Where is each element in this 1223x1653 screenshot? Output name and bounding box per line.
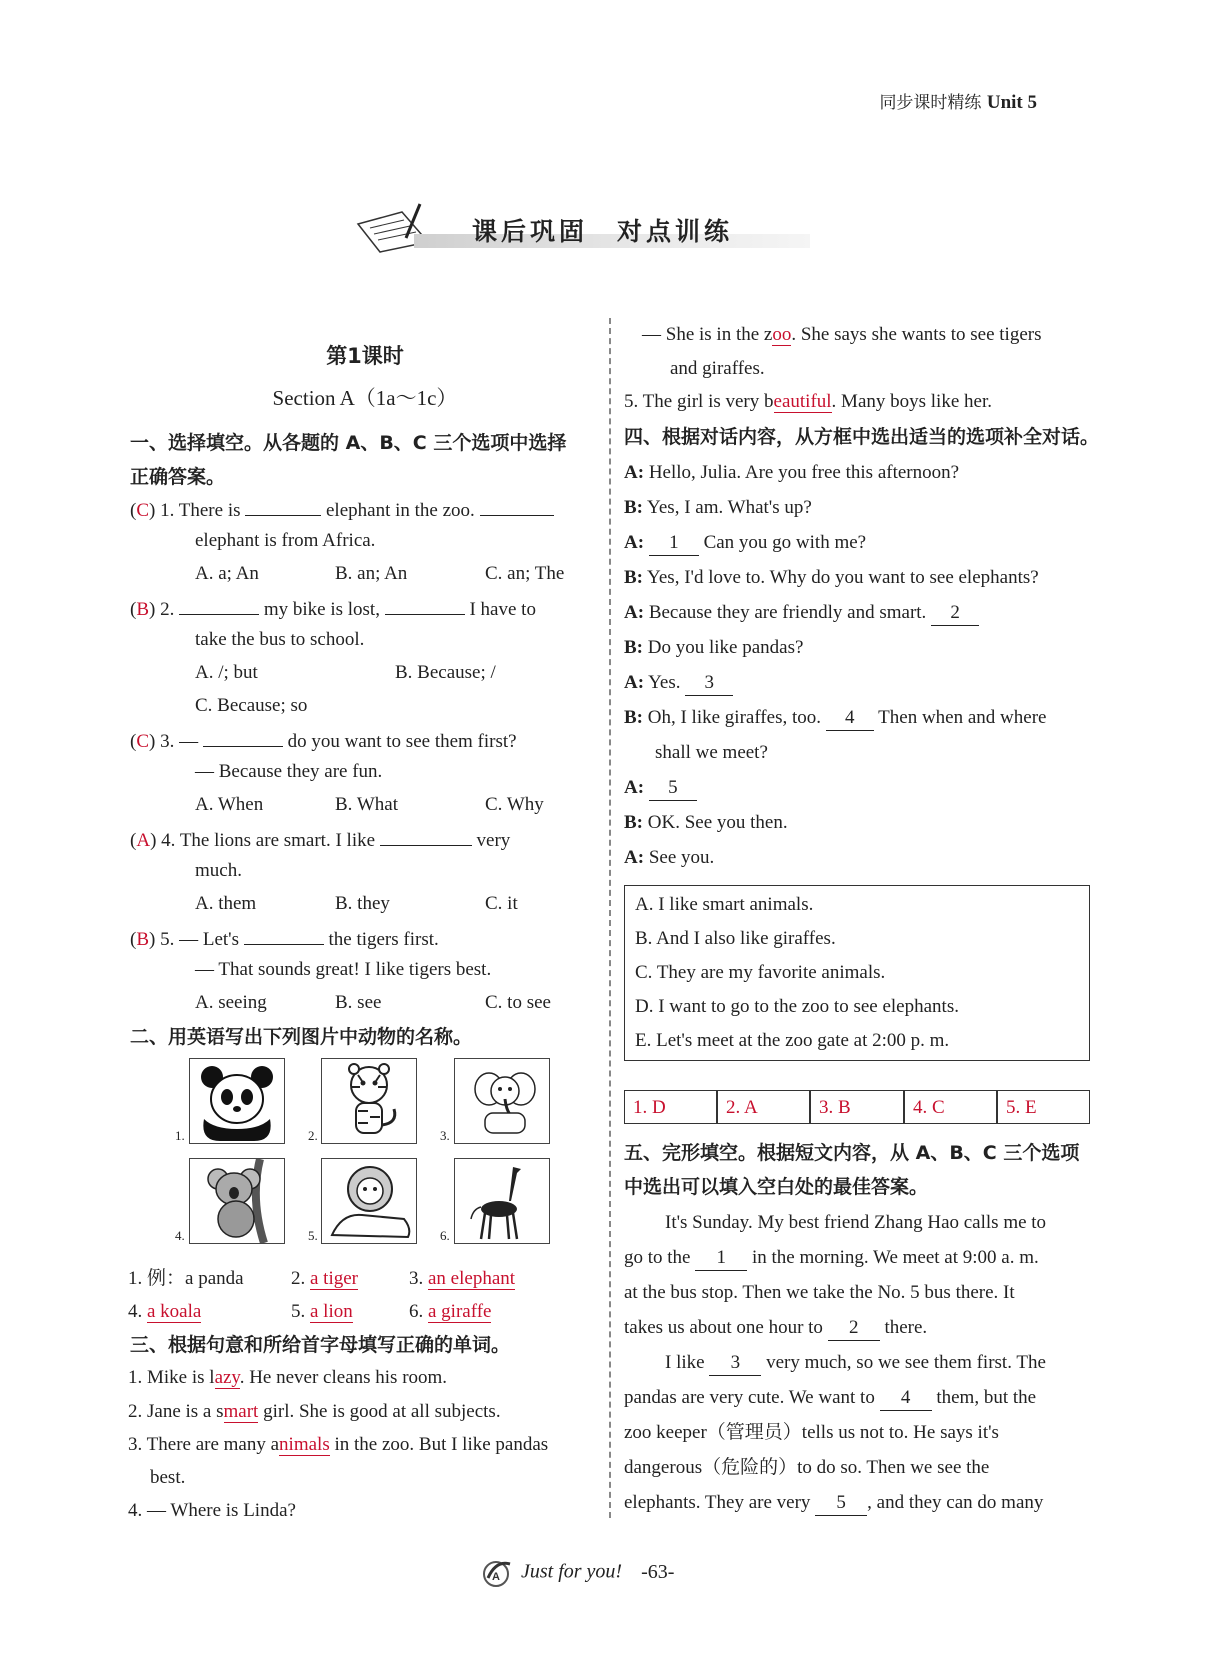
- footer-slogan: Just for you!: [521, 1560, 623, 1583]
- image-number: 2.: [308, 1128, 318, 1143]
- passage-line: takes us about one hour to 2 there.: [624, 1311, 927, 1344]
- s4-line3: and giraffes.: [670, 358, 765, 379]
- svg-text:A: A: [492, 1571, 500, 1583]
- answer-blank[interactable]: [385, 590, 465, 615]
- dialog-line-4: B: Yes, I'd love to. Why do you want to see elephants?: [624, 567, 1039, 588]
- tiger-image: [321, 1058, 417, 1144]
- lesson-title: 第1课时: [326, 344, 404, 368]
- giraffe-image: [454, 1158, 550, 1244]
- page-number: -63-: [641, 1560, 675, 1583]
- option-item: A. I like smart animals.: [635, 894, 814, 915]
- dialog-blank[interactable]: 1: [649, 531, 699, 556]
- answer-cell: 4. C: [904, 1090, 997, 1124]
- footer: [480, 1558, 674, 1588]
- option-item: D. I want to go to the zoo to see elephants.: [635, 996, 959, 1017]
- passage-line: elephants. They are very 5 , and they can do many: [624, 1486, 1043, 1519]
- pen-paper-icon: [350, 198, 440, 258]
- q4-line2: much.: [195, 860, 242, 881]
- q5-line2: — That sounds great! I like tigers best.: [195, 959, 492, 980]
- giraffe-icon: [455, 1159, 549, 1243]
- dialog-blank[interactable]: 5: [649, 776, 697, 801]
- dialog-line-3: A: 1 Can you go with me?: [624, 526, 866, 559]
- q3-options: A. When B. What C. Why: [195, 794, 544, 815]
- part1-heading: 一、选择填空。从各题的 A、B、C 三个选项中选择 正确答案。: [130, 432, 567, 488]
- lesson-section: Section A（1a～1c）: [272, 386, 458, 410]
- s4-line2: — She is in the zoo. She says she wants to see tigers: [642, 324, 1042, 345]
- cloze-blank[interactable]: 5: [815, 1491, 867, 1516]
- unit-label: Unit 5: [986, 92, 1037, 113]
- banner-title: 课后巩固 对点训练: [472, 217, 734, 246]
- answer-cell: 5. E: [997, 1090, 1090, 1124]
- s5: 5. The girl is very beautiful. Many boys like her.: [624, 391, 992, 412]
- logo-icon: [480, 1558, 516, 1588]
- q2-options: A. /; but B. Because; /: [195, 662, 496, 683]
- q4: (A) 4. The lions are smart. I like very: [130, 821, 510, 857]
- image-number: 4.: [175, 1228, 185, 1243]
- dialog-line-6: B: Do you like pandas?: [624, 637, 804, 658]
- option-item: C. They are my favorite animals.: [635, 962, 886, 983]
- column-divider: [609, 318, 611, 1518]
- option-item: B. And I also like giraffes.: [635, 928, 836, 949]
- passage-line: I like 3 very much, so we see them first. The: [665, 1346, 1046, 1379]
- dialog-line-7: A: Yes. 3: [624, 666, 733, 699]
- q4-options: A. them B. they C. it: [195, 893, 518, 914]
- s3-line2: best.: [150, 1467, 186, 1488]
- passage-line: go to the 1 in the morning. We meet at 9:00 a. m.: [624, 1241, 1039, 1274]
- s4: 4. — Where is Linda?: [128, 1500, 296, 1521]
- cloze-blank[interactable]: 2: [828, 1316, 880, 1341]
- passage-line: zoo keeper（管理员）tells us not to. He says it's: [624, 1422, 999, 1443]
- dialog-line-5: A: Because they are friendly and smart. 2: [624, 596, 979, 629]
- elephant-image: [454, 1058, 550, 1144]
- panda-icon: [190, 1059, 284, 1143]
- dialog-blank[interactable]: 4: [826, 706, 874, 731]
- panda-image: [189, 1058, 285, 1144]
- s2: 2. Jane is a smart girl. She is good at all subjects.: [128, 1401, 501, 1422]
- q3: (C) 3. — do you want to see them first?: [130, 722, 517, 758]
- q2-option-c: C. Because; so: [195, 695, 308, 716]
- dialog-line-8b: shall we meet?: [655, 742, 768, 763]
- part2-answers-row2: 4. a koala 5. a lion 6. a giraffe: [128, 1301, 492, 1322]
- dialog-line-8: B: Oh, I like giraffes, too. 4 Then when and where: [624, 701, 1046, 734]
- part2-answers-row1: 1. 例：a panda 2. a tiger 3. an elephant: [128, 1268, 516, 1289]
- answer-blank[interactable]: [380, 821, 472, 846]
- q1-options: A. a; An B. an; An C. an; The: [195, 563, 565, 584]
- q3-line2: — Because they are fun.: [195, 761, 383, 782]
- elephant-icon: [455, 1059, 549, 1143]
- q2-line2: take the bus to school.: [195, 629, 365, 650]
- answer-cell: 2. A: [717, 1090, 810, 1124]
- cloze-blank[interactable]: 1: [695, 1246, 747, 1271]
- lion-icon: [322, 1159, 416, 1243]
- answer-cell: 3. B: [810, 1090, 904, 1124]
- answer-blank[interactable]: [179, 590, 259, 615]
- passage-line: pandas are very cute. We want to 4 them, but the: [624, 1381, 1036, 1414]
- dialog-blank[interactable]: 2: [931, 601, 979, 626]
- answer-blank[interactable]: [203, 722, 283, 747]
- answer-blank[interactable]: [244, 920, 324, 945]
- image-number: 1.: [175, 1128, 185, 1143]
- q1-line2: elephant is from Africa.: [195, 530, 376, 551]
- image-number: 6.: [440, 1228, 450, 1243]
- dialog-line-11: A: See you.: [624, 847, 715, 868]
- options-box: [624, 885, 1090, 1061]
- cloze-blank[interactable]: 3: [709, 1351, 761, 1376]
- lion-image: [321, 1158, 417, 1244]
- passage-line: dangerous（危险的）to do so. Then we see the: [624, 1457, 990, 1478]
- passage-line: at the bus stop. Then we take the No. 5 bus there. It: [624, 1282, 1015, 1303]
- q2: (B) 2. my bike is lost, I have to: [130, 590, 536, 626]
- tiger-icon: [322, 1059, 416, 1143]
- dialog-line-1: A: Hello, Julia. Are you free this afternoon?: [624, 462, 960, 483]
- answer-blank[interactable]: [480, 491, 554, 516]
- book-title: 同步课时精练: [879, 93, 982, 113]
- part5-heading: 五、完形填空。根据短文内容，从 A、B、C 三个选项 中选出可以填入空白处的最佳答案。: [624, 1142, 1080, 1198]
- option-item: E. Let's meet at the zoo gate at 2:00 p. m.: [635, 1030, 950, 1051]
- dialog-line-2: B: Yes, I am. What's up?: [624, 497, 812, 518]
- part2-heading: 二、用英语写出下列图片中动物的名称。: [130, 1026, 473, 1048]
- part3-heading: 三、根据句意和所给首字母填写正确的单词。: [130, 1334, 511, 1356]
- cloze-blank[interactable]: 4: [880, 1386, 932, 1411]
- dialog-line-10: B: OK. See you then.: [624, 812, 788, 833]
- s1: 1. Mike is lazy. He never cleans his room.: [128, 1367, 448, 1388]
- q5: (B) 5. — Let's the tigers first.: [130, 920, 439, 956]
- part4-heading: 四、根据对话内容，从方框中选出适当的选项补全对话。: [624, 426, 1100, 448]
- answer-cell: 1. D: [624, 1090, 717, 1124]
- section-banner: [350, 198, 810, 258]
- passage-line: It's Sunday. My best friend Zhang Hao calls me to: [665, 1212, 1047, 1233]
- answer-blank[interactable]: [245, 491, 321, 516]
- q1: (C) 1. There is elephant in the zoo.: [130, 491, 554, 527]
- q5-options: A. seeing B. see C. to see: [195, 992, 551, 1013]
- koala-icon: [190, 1159, 284, 1243]
- s3: 3. There are many animals in the zoo. But I like pandas: [128, 1434, 549, 1455]
- running-header: [879, 88, 1037, 114]
- koala-image: [189, 1158, 285, 1244]
- image-number: 5.: [308, 1228, 318, 1243]
- image-number: 3.: [440, 1128, 450, 1143]
- dialog-line-9: A: 5: [624, 771, 697, 804]
- dialog-blank[interactable]: 3: [685, 671, 733, 696]
